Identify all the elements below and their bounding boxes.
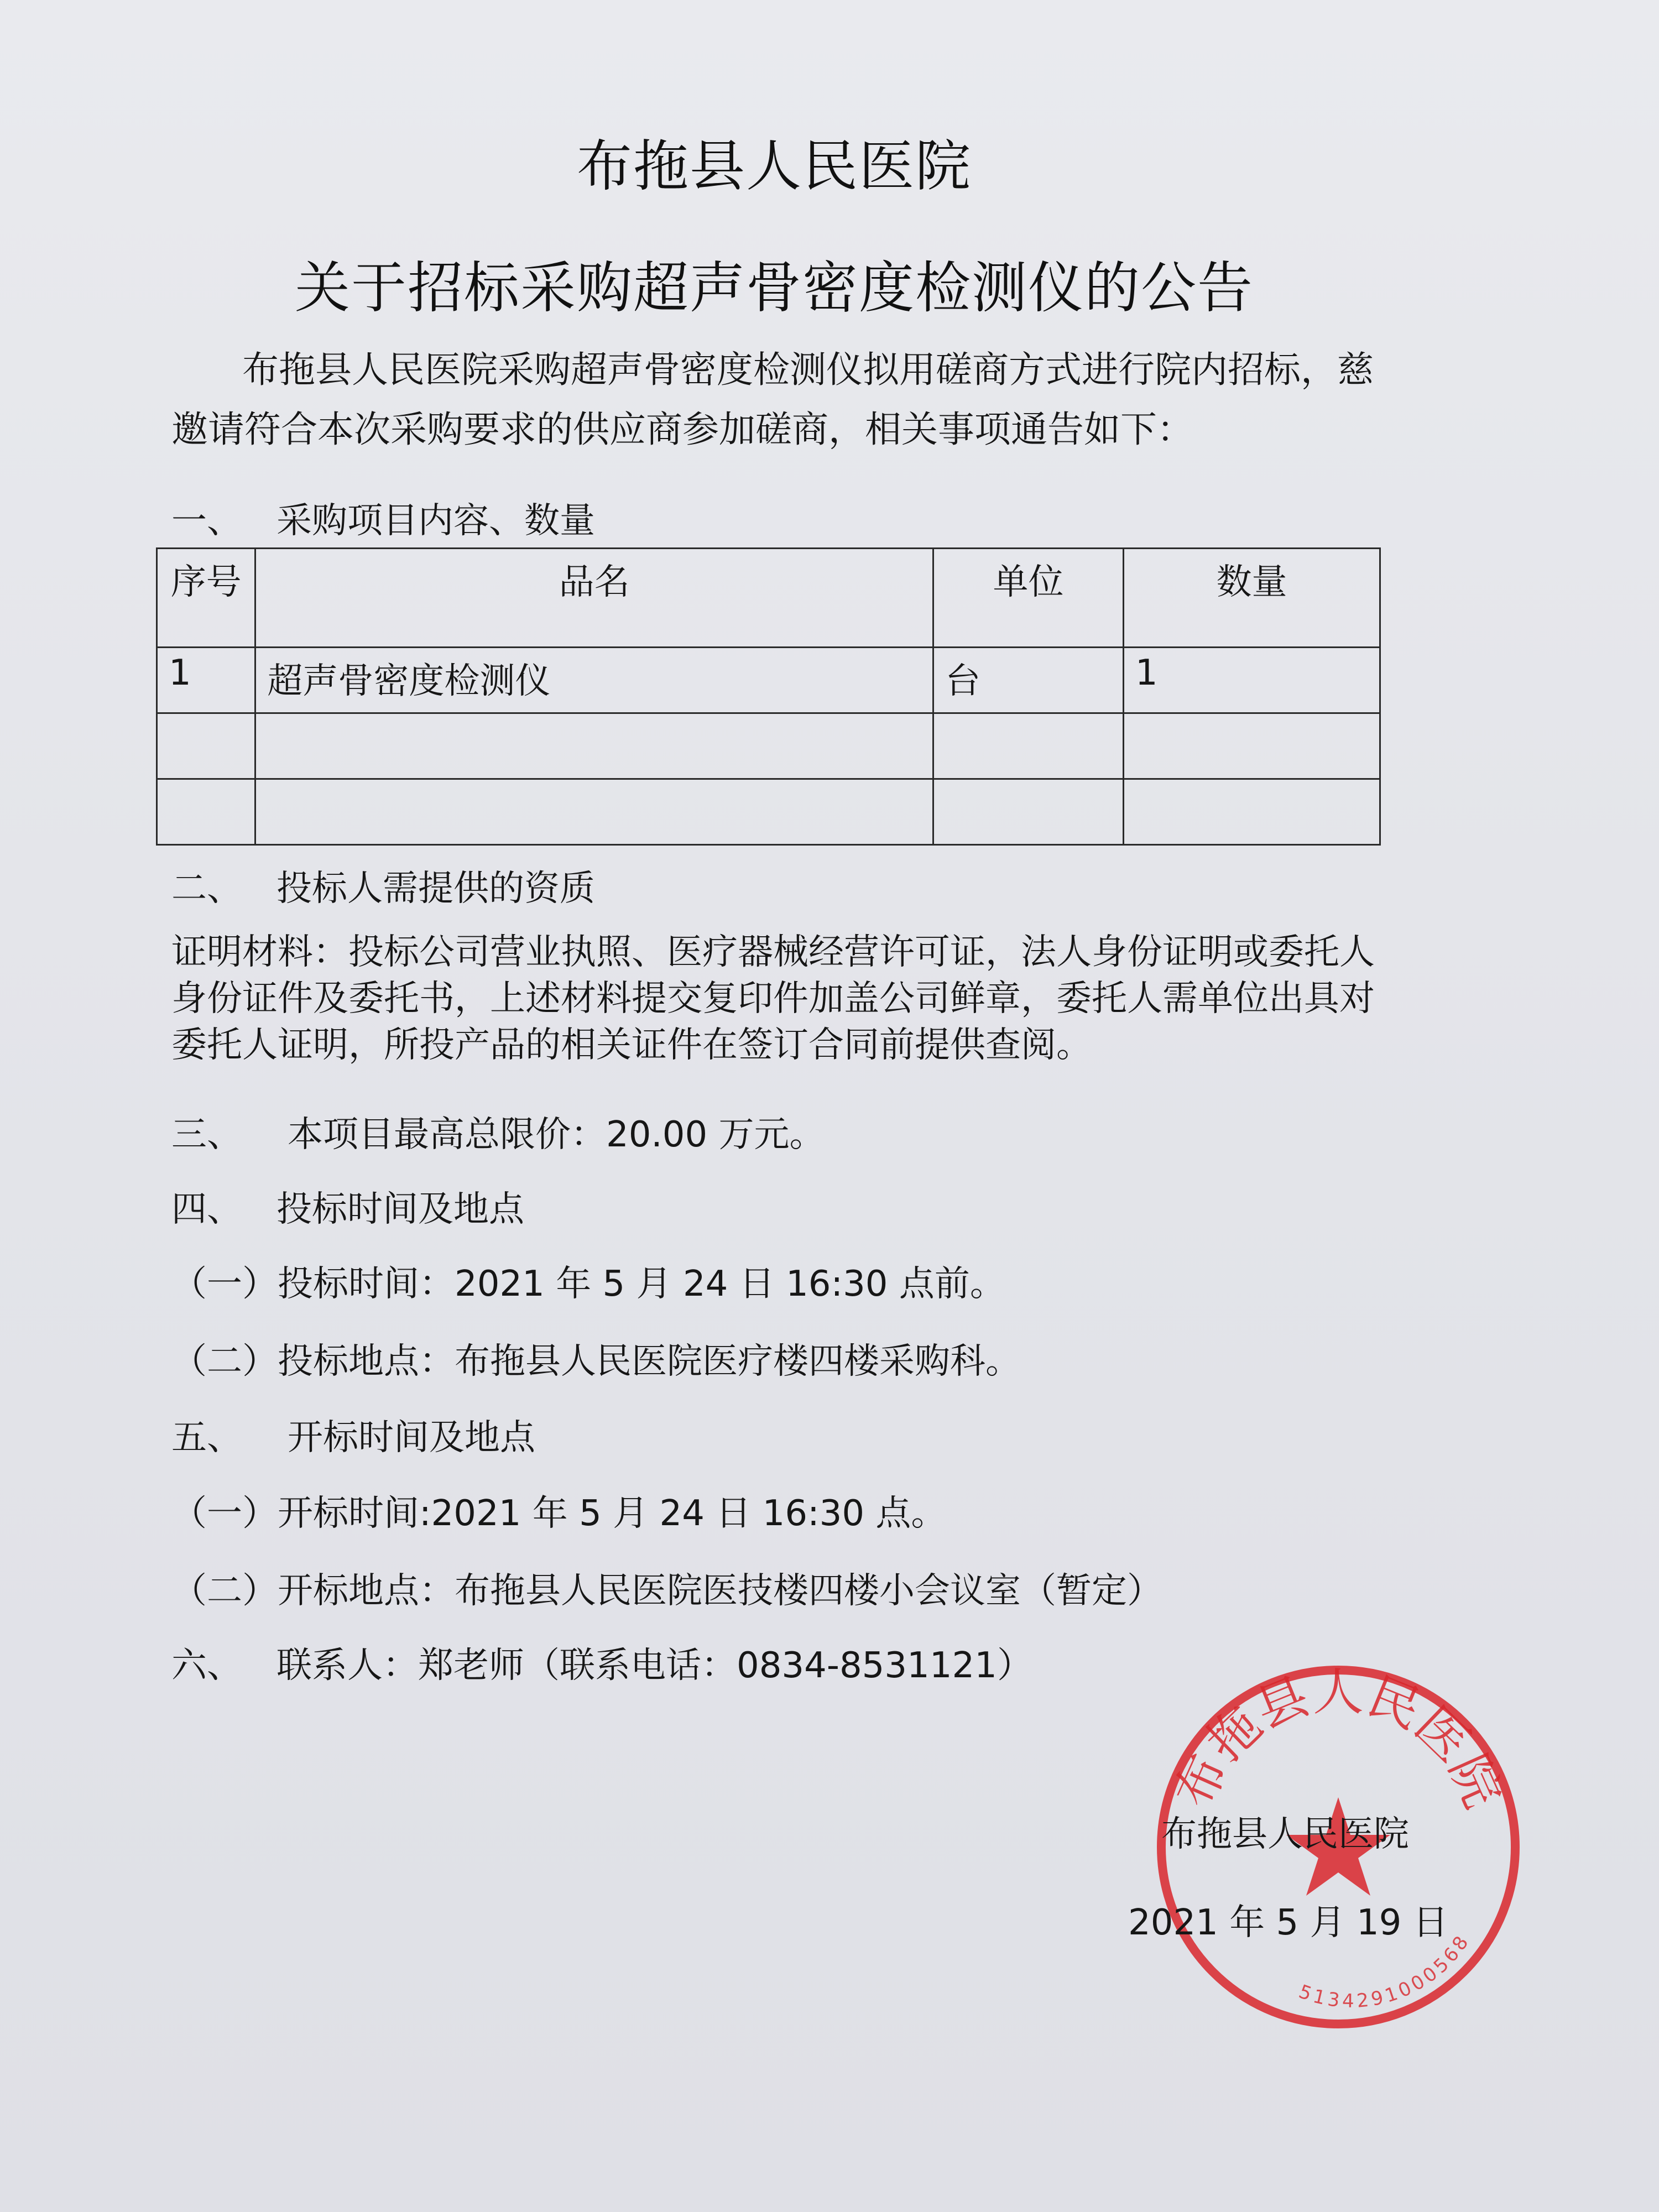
section-title: 投标人需提供的资质 xyxy=(276,868,595,909)
header-quantity: 数量 xyxy=(1123,549,1380,648)
org-heading: 布拖县人民医院 xyxy=(577,134,972,199)
cell-index: 1 xyxy=(157,648,255,713)
signature-org: 布拖县人民医院 xyxy=(1161,1814,1409,1855)
section-5-heading xyxy=(171,1409,535,1460)
cell-index xyxy=(157,713,255,779)
section-3-heading xyxy=(171,1106,825,1157)
cell-unit xyxy=(933,713,1124,779)
header-unit: 单位 xyxy=(933,549,1124,648)
bid-time: （一）投标时间：2021 年 5 月 24 日 16:30 点前。 xyxy=(171,1264,1005,1305)
table-row xyxy=(157,648,1380,713)
section-1-heading xyxy=(171,492,595,543)
table-row xyxy=(157,713,1380,779)
seal-text: 布拖县人民医院 xyxy=(1164,1662,1513,1817)
cell-quantity xyxy=(1123,713,1380,779)
cell-quantity xyxy=(1123,779,1380,845)
cell-unit: 台 xyxy=(933,648,1124,713)
signature-date: 2021 年 5 月 19 日 xyxy=(1128,1902,1448,1943)
section-number: 三、 xyxy=(171,1114,242,1155)
section-title: 投标时间及地点 xyxy=(276,1189,524,1230)
qualification-paragraph: 证明材料：投标公司营业执照、医疗器械经营许可证，法人身份证明或委托人身份证件及委托书，上述材料提交复印件加盖公司鲜章，委托人需单位出具对委托人证明，所投产品的相关证件在签订合同前提供查阅。 xyxy=(171,932,1375,1066)
section-title: 本项目最高总限价：20.00 万元。 xyxy=(288,1114,825,1155)
section-title: 联系人：郑老师（联系电话：0834-8531121） xyxy=(276,1645,1032,1686)
section-number: 一、 xyxy=(171,500,242,541)
table-header-row xyxy=(157,549,1380,648)
section-number: 四、 xyxy=(171,1189,242,1230)
section-number: 五、 xyxy=(171,1417,242,1458)
header-item-name: 品名 xyxy=(255,549,933,648)
header-index: 序号 xyxy=(157,549,255,648)
announcement-title: 关于招标采购超声骨密度检测仪的公告 xyxy=(295,255,1254,320)
cell-item-name xyxy=(255,713,933,779)
section-title: 开标时间及地点 xyxy=(288,1417,535,1458)
bid-location: （二）投标地点：布拖县人民医院医疗楼四楼采购科。 xyxy=(171,1341,1021,1382)
section-6-heading xyxy=(171,1637,1032,1688)
section-2-heading xyxy=(171,860,595,911)
table-row xyxy=(157,779,1380,845)
cell-item-name xyxy=(255,779,933,845)
procurement-table xyxy=(156,547,1381,846)
cell-item-name: 超声骨密度检测仪 xyxy=(255,648,933,713)
cell-index xyxy=(157,779,255,845)
intro-paragraph: 布拖县人民医院采购超声骨密度检测仪拟用磋商方式进行院内招标，慈邀请符合本次采购要求的供应商参加磋商，相关事项通告如下： xyxy=(171,348,1374,451)
cell-quantity: 1 xyxy=(1123,648,1380,713)
cell-unit xyxy=(933,779,1124,845)
svg-text:布拖县人民医院 xyxy=(1164,1662,1512,1816)
section-title: 采购项目内容、数量 xyxy=(276,500,595,541)
section-number: 二、 xyxy=(171,868,242,909)
section-number: 六、 xyxy=(171,1645,242,1686)
opening-location: （二）开标地点：布拖县人民医院医技楼四楼小会议室（暂定） xyxy=(171,1571,1162,1611)
seal-code: 5134291000568 xyxy=(1296,1929,1475,2012)
section-4-heading xyxy=(171,1181,524,1232)
opening-time: （一）开标时间:2021 年 5 月 24 日 16:30 点。 xyxy=(171,1493,947,1534)
